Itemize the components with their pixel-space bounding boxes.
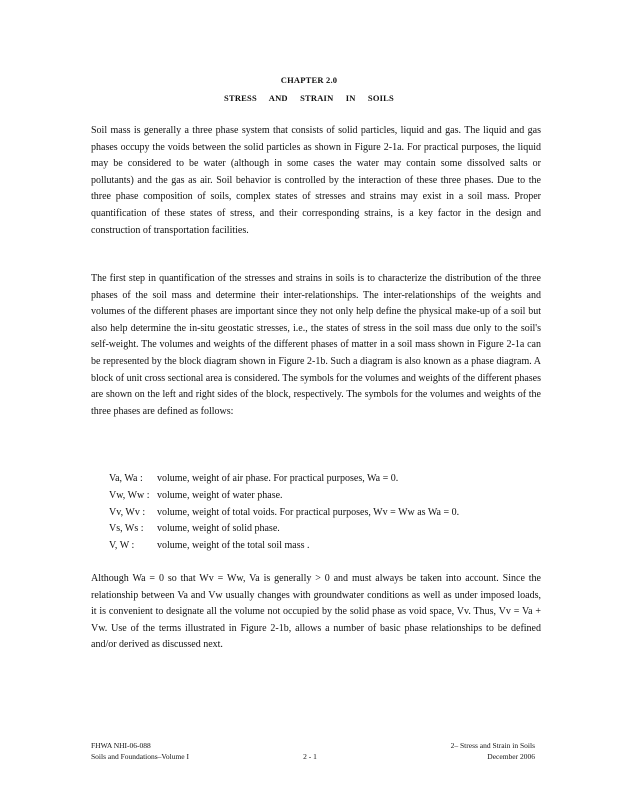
paragraph-intro: Soil mass is generally a three phase system that consists of solid particles, liquid and gas. The liquid and gas phases occupy the voids between the solid particles as shown in Figure 2-1a. For practical purposes, the liquid may be considered to be water (although in some cases the water may contain some dissolved salts or pollutants) and the gas as air. Soil behavior is controlled by the interaction of these three phases. Due to the three phase composition of soils, complex states of stresses and strains may exist in a soil mass. Proper quantification of these states of stress, and their corresponding strains, is a key factor in the design and construction of transportation facilities. bbox=[91, 125, 541, 236]
footer-date: December 2006 bbox=[487, 752, 535, 761]
footer-page-number: 2 - 1 bbox=[303, 752, 317, 761]
definition-text: volume, weight of air phase. For practical purposes, Wa = 0. bbox=[157, 473, 399, 484]
definition-text: volume, weight of total voids. For practical purposes, Wv = Ww as Wa = 0. bbox=[157, 506, 460, 518]
chapter-number: CHAPTER 2.0 bbox=[280, 75, 338, 85]
definition-text: volume, weight of water phase. bbox=[157, 489, 283, 501]
footer-report-number: FHWA NHI-06-088 bbox=[91, 741, 151, 750]
definition-symbols: Vv, Wv : bbox=[109, 506, 146, 518]
definition-text: volume, weight of the total soil mass . bbox=[157, 540, 310, 552]
definition-item-air bbox=[109, 471, 539, 488]
definition-text: volume, weight of solid phase. bbox=[157, 523, 280, 535]
definition-symbols: Vw, Ww : bbox=[109, 489, 150, 501]
definition-symbols: Vs, Ws : bbox=[109, 523, 144, 535]
definition-item-water bbox=[109, 488, 539, 505]
definition-symbols: V, W : bbox=[109, 540, 135, 552]
definition-item-solid bbox=[109, 521, 539, 538]
definition-item-total bbox=[109, 538, 539, 555]
definition-item-voids bbox=[109, 505, 539, 522]
definition-symbols: Va, Wa : bbox=[109, 473, 143, 484]
symbol-definitions-list bbox=[109, 471, 539, 555]
footer-chapter-title: 2– Stress and Strain in Soils bbox=[450, 741, 535, 750]
paragraph-phase-relationships: The first step in quantification of the stresses and strains in soils is to characterize the distribution of the three phases of the soil mass and determine their inter-relationships. The inter-relationships of the weights and volumes of the different phases are important since they not only help define the physical make-up of a soil but also help determine the in-situ geostatic stresses, i.e., the states of stress in the soil mass due only to the soil's self-weight. The volumes and weights of the different phases of matter in a soil mass shown in Figure 2-1a can be represented by the block diagram shown in Figure 2-1b. Such a diagram is also known as a phase diagram. A block of unit cross sectional area is considered. The symbols for the volumes and weights of the different phases are shown on the left and right sides of the block, respectively. The symbols for the volumes and weights of the three phases are defined as follows: bbox=[91, 273, 541, 417]
chapter-title: STRESS AND STRAIN IN SOILS bbox=[224, 93, 394, 103]
footer-volume-title: Soils and Foundations–Volume I bbox=[91, 752, 189, 761]
paragraph-void-space: Although Wa = 0 so that Wv = Ww, Va is generally > 0 and must always be taken into account. Since the relationship between Va and Vw usually changes with groundwater conditions as well as under imposed loads, it is convenient to designate all the volume not occupied by the solid phase as void space, Vv. Thus, Vv = Va + Vw. Use of the terms illustrated in Figure 2-1b, allows a number of basic phase relationships to be defined and/or derived as discussed next. bbox=[91, 573, 541, 651]
